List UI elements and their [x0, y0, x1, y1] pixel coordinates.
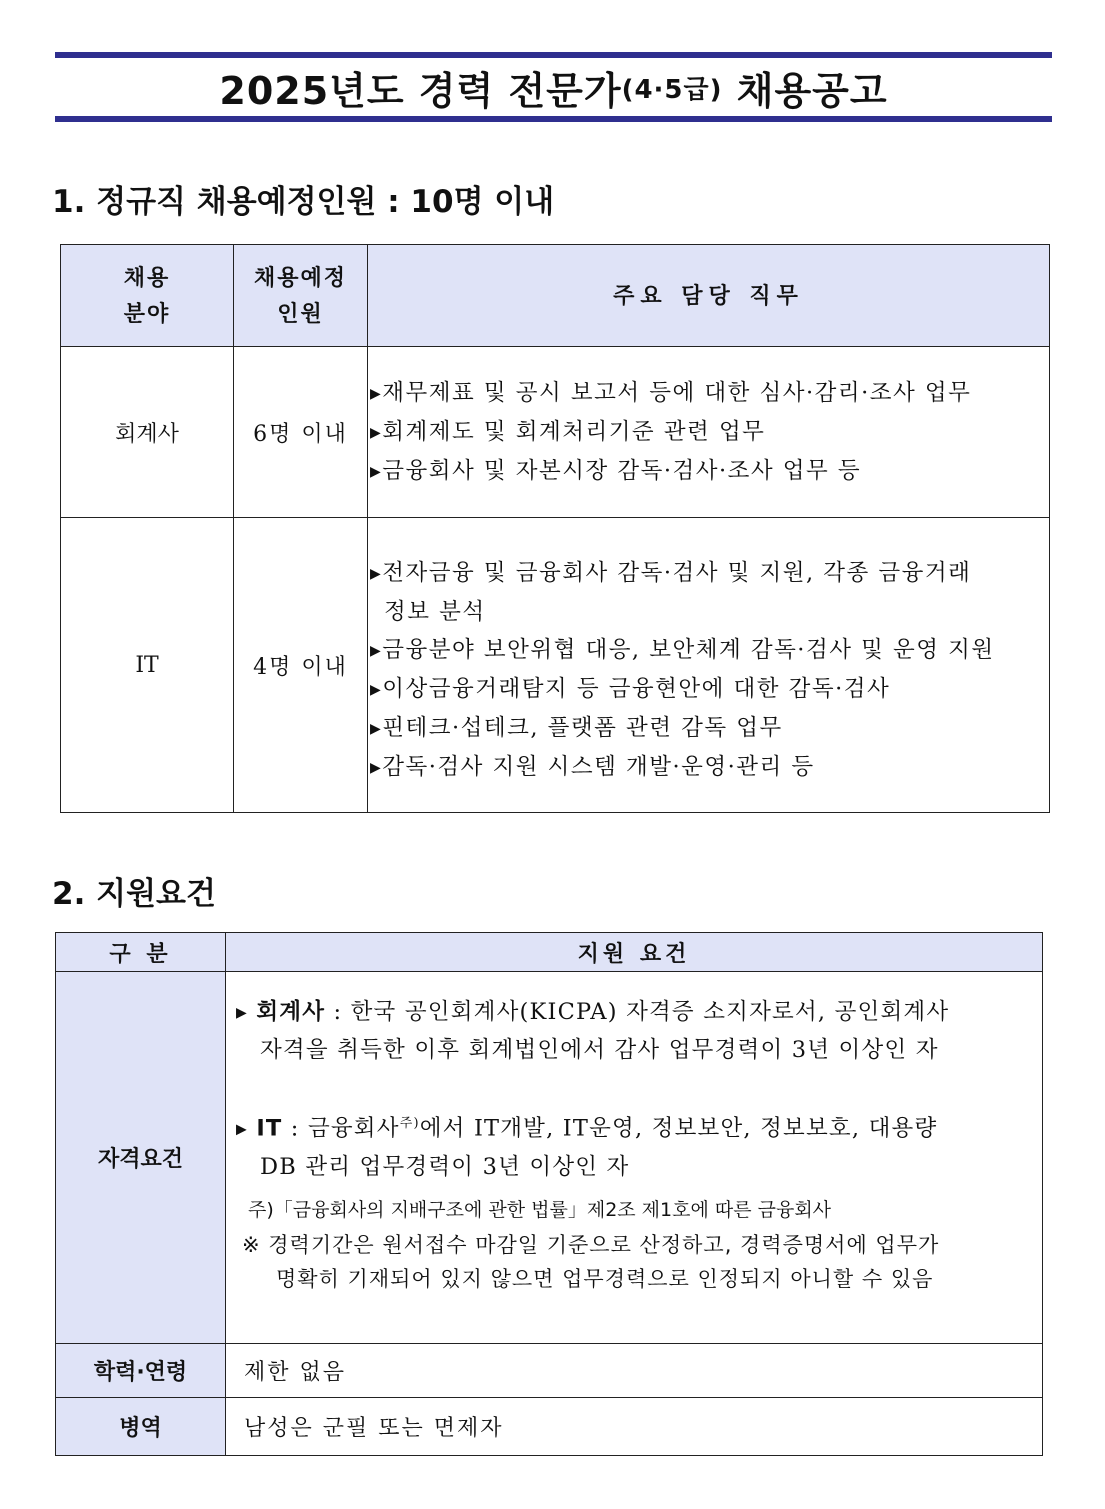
qualification-label: 자격요건: [56, 972, 226, 1344]
table-header-row: [61, 245, 1050, 347]
duty-text: 감독·검사 지원 시스템 개발·운영·관리 등: [382, 753, 815, 780]
table-row: [61, 518, 1050, 813]
education-value: 제한 없음: [226, 1344, 1043, 1398]
header-count-line1: 채용예정: [253, 264, 347, 291]
it-text-line2: DB 관리 업무경력이 3년 이상인 자: [260, 1153, 630, 1180]
it-text-a: : 금융회사: [282, 1115, 400, 1142]
duty-text: 정보 분석: [384, 598, 486, 625]
cpa-title: 회계사: [256, 999, 326, 1025]
headcount-table: [60, 244, 1050, 813]
military-label: 병역: [56, 1398, 226, 1456]
header-duties: 주요 담당 직무: [368, 245, 1050, 347]
row-field-it: IT: [61, 518, 234, 813]
title-tail: 채용공고: [722, 68, 888, 113]
duty-text: 금융분야 보안위협 대응, 보안체계 감독·검사 및 운영 지원: [382, 636, 995, 663]
duty-text: 재무제표 및 공시 보고서 등에 대한 심사·감리·조사 업무: [382, 379, 972, 406]
table-header-row: [56, 933, 1043, 972]
table-row: [61, 347, 1050, 518]
it-requirement-cont: [236, 1149, 1036, 1186]
cpa-requirement: [236, 994, 1036, 1032]
row-count-it: 4명 이내: [234, 518, 368, 813]
it-requirement: [236, 1105, 1036, 1149]
duty-text: 이상금융거래탐지 등 금융현안에 대한 감독·검사: [382, 675, 891, 702]
list-item: [370, 452, 1041, 491]
caution-line1: ※ 경력기간은 원서접수 마감일 기준으로 산정하고, 경력증명서에 업무가: [242, 1232, 940, 1257]
list-item: [370, 748, 1041, 787]
list-item: [370, 374, 1041, 413]
it-title: IT: [256, 1115, 283, 1142]
row-count-cpa: 6명 이내: [234, 347, 368, 518]
row-duties-it: [368, 518, 1050, 813]
bullet-arrow-icon: ▶: [370, 385, 383, 402]
table-row: [56, 1344, 1043, 1398]
list-item: [370, 631, 1041, 670]
cpa-text-line2: 자격을 취득한 이후 회계법인에서 감사 업무경력이 3년 이상인 자: [260, 1037, 939, 1063]
header-count-line2: 인원: [277, 300, 324, 327]
row-field-cpa: 회계사: [61, 347, 234, 518]
list-item: [370, 413, 1041, 452]
list-item: [370, 554, 1041, 593]
header-requirement: 지원 요건: [226, 933, 1043, 972]
it-text-b: 에서 IT개발, IT운영, 정보보안, 정보보호, 대용량: [419, 1115, 938, 1142]
section-heading-requirements: 2. 지원요건: [52, 876, 216, 912]
duty-text: 금융회사 및 자본시장 감독·검사·조사 업무 등: [382, 457, 862, 484]
bullet-arrow-icon: ▶: [370, 642, 383, 659]
caution-text: 명확히 기재되어 있지 않으면 업무경력으로 인정되지 아니할 수 있음: [276, 1266, 934, 1291]
bullet-arrow-icon: ▶: [236, 1121, 248, 1138]
title-grade: (4·5급): [621, 74, 723, 105]
header-field-line2: 분야: [123, 300, 171, 327]
bullet-arrow-icon: ▶: [236, 1005, 248, 1021]
table-row: [56, 1398, 1043, 1456]
qualification-content: [226, 972, 1043, 1344]
list-item: [370, 670, 1041, 709]
caution-line2: [236, 1262, 1036, 1296]
header-field: [61, 245, 234, 347]
military-value: 남성은 군필 또는 면제자: [226, 1398, 1043, 1456]
title-main: 2025년도 경력 전문가: [219, 68, 622, 113]
bullet-arrow-icon: ▶: [370, 424, 383, 441]
bullet-arrow-icon: ▶: [370, 759, 383, 776]
bullet-arrow-icon: ▶: [370, 681, 383, 698]
title-bottom-rule: [55, 116, 1052, 122]
bullet-arrow-icon: ▶: [370, 565, 383, 582]
cpa-text-line1: : 한국 공인회계사(KICPA) 자격증 소지자로서, 공인회계사: [325, 999, 950, 1025]
duty-text: 핀테크·섭테크, 플랫폼 관련 감독 업무: [382, 714, 783, 741]
header-category: 구 분: [56, 933, 226, 972]
footnote: 주)「금융회사의 지배구조에 관한 법률」제2조 제1호에 따른 금융회사: [248, 1198, 832, 1221]
table-row: [56, 972, 1043, 1344]
education-label: 학력·연령: [56, 1344, 226, 1398]
section-heading-headcount: 1. 정규직 채용예정인원 : 10명 이내: [52, 184, 555, 220]
header-count: [234, 245, 368, 347]
requirements-table: [55, 932, 1043, 1456]
footnote-marker: 주): [399, 1116, 420, 1131]
header-field-line1: 채용: [123, 264, 171, 291]
row-duties-cpa: [368, 347, 1050, 518]
document-title: [55, 58, 1052, 116]
bullet-arrow-icon: ▶: [370, 463, 383, 480]
list-item-continuation: [370, 593, 1041, 631]
duty-text: 회계제도 및 회계처리기준 관련 업무: [382, 418, 766, 445]
cpa-requirement-cont: [236, 1032, 1036, 1069]
bullet-arrow-icon: ▶: [370, 720, 383, 737]
list-item: [370, 709, 1041, 748]
duty-text: 전자금융 및 금융회사 감독·검사 및 지원, 각종 금융거래: [382, 559, 972, 586]
